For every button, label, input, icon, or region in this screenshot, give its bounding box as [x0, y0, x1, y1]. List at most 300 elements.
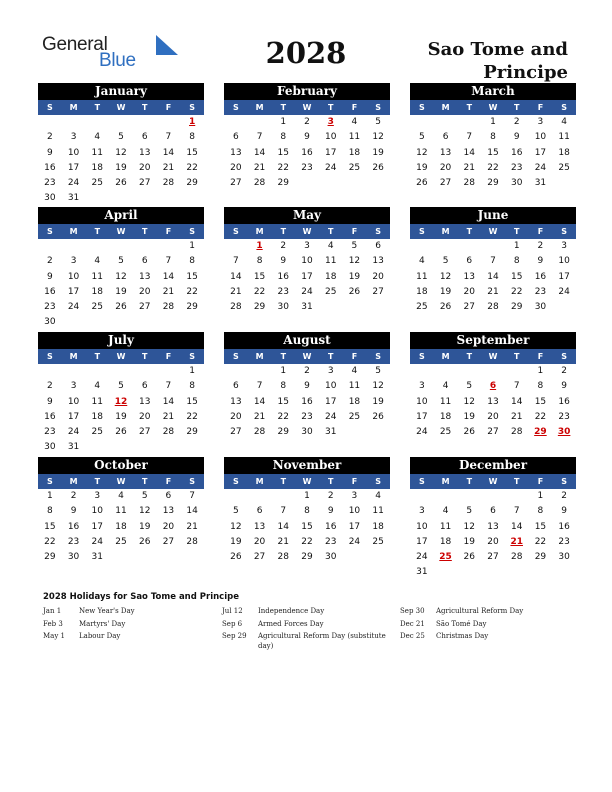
month-december — [410, 457, 576, 581]
weekday-label: T — [514, 477, 520, 486]
day-cell: 6 — [232, 381, 239, 392]
day-cell: 6 — [466, 256, 473, 267]
day-cell: 4 — [442, 381, 449, 392]
weekday-label: M — [441, 227, 450, 236]
day-cell: 9 — [304, 381, 310, 392]
day-cell: 4 — [327, 241, 334, 251]
day-cell: 19 — [372, 396, 384, 407]
day-cell: 15 — [534, 396, 547, 407]
day-cell: 25 — [439, 427, 452, 438]
holiday-row — [43, 632, 209, 642]
day-cell: 8 — [513, 256, 520, 267]
day-cell: 23 — [277, 286, 289, 297]
month-name: September — [410, 332, 576, 349]
day-cell: 29 — [44, 552, 56, 563]
day-cell: 1 — [304, 491, 310, 501]
month-name: May — [224, 207, 390, 224]
day-cell: 25 — [324, 286, 337, 297]
day-cell: 15 — [186, 271, 198, 282]
day-cell: 28 — [230, 302, 242, 313]
holiday-row — [43, 607, 209, 617]
month-name: February — [224, 83, 390, 100]
weekday-label: M — [255, 352, 264, 361]
day-cell: 28 — [277, 552, 289, 563]
weekday-label: S — [418, 477, 425, 486]
day-cell: 7 — [280, 506, 287, 517]
day-cell: 15 — [253, 271, 266, 282]
weekday-header — [224, 100, 390, 115]
day-cell: 1 — [490, 117, 496, 127]
empty-cell — [133, 364, 157, 379]
empty-cell — [505, 489, 529, 504]
day-cell: 31 — [67, 442, 80, 453]
weekday-label: S — [189, 352, 196, 361]
weekday-label: W — [488, 103, 498, 112]
holiday-date: Dec 21 — [400, 619, 425, 628]
day-cell: 9 — [70, 506, 77, 517]
country-name: Sao Tome and Principe — [427, 39, 568, 83]
day-cell: 27 — [138, 302, 151, 313]
day-cell: 5 — [118, 132, 124, 143]
weekday-label: F — [537, 352, 544, 361]
month-name: April — [38, 207, 204, 224]
day-cell: 9 — [46, 147, 53, 158]
day-cell: 24 — [67, 427, 80, 438]
day-cell: 2 — [46, 132, 53, 143]
day-cell: 29 — [487, 178, 499, 189]
day-cell: 3 — [70, 381, 77, 392]
day-cell: 10 — [301, 256, 313, 267]
weekday-label: T — [328, 103, 334, 112]
day-cell: 16 — [277, 271, 289, 282]
empty-cell — [457, 115, 481, 130]
day-cell: 20 — [230, 162, 242, 173]
holiday-date: Sep 29 — [222, 632, 247, 640]
day-cell: 18 — [416, 286, 428, 297]
day-cell: 24 — [534, 162, 547, 173]
weekday-label: M — [69, 477, 78, 486]
day-cell: 28 — [253, 178, 266, 189]
day-cell: 17 — [67, 162, 80, 173]
day-cell: 10 — [67, 396, 80, 407]
day-cell: 18 — [91, 286, 103, 297]
day-cell: 22 — [186, 411, 198, 422]
day-cell: 11 — [558, 132, 570, 143]
weekday-label: T — [466, 103, 473, 112]
day-cell: 26 — [463, 427, 475, 438]
day-cell: 29 — [510, 302, 523, 313]
day-cell: 31 — [534, 178, 547, 189]
day-cell: 25 — [558, 162, 570, 173]
month-name: June — [410, 207, 576, 224]
day-cell: 28 — [463, 178, 475, 189]
holiday-day: 25 — [439, 552, 452, 563]
day-cell: 25 — [91, 178, 103, 189]
day-cell: 13 — [230, 396, 242, 407]
day-cell: 25 — [91, 427, 103, 438]
month-name: December — [410, 457, 576, 474]
day-cell: 14 — [277, 521, 289, 532]
weekday-label: T — [280, 477, 287, 486]
day-cell: 12 — [138, 506, 151, 517]
weekday-label: T — [142, 227, 148, 236]
day-cell: 2 — [70, 491, 77, 501]
day-cell: 7 — [513, 506, 520, 517]
day-cell: 16 — [44, 286, 56, 297]
day-cell: 18 — [115, 521, 127, 532]
holidays-title: 2028 Holidays for Sao Tome and Principe — [43, 592, 239, 602]
day-cell: 7 — [165, 132, 172, 143]
weekday-header — [224, 224, 390, 239]
weekday-header — [410, 474, 576, 489]
weekday-label: W — [488, 477, 498, 486]
month-september — [410, 332, 576, 440]
holiday-column — [400, 607, 566, 645]
day-cell: 31 — [324, 427, 337, 438]
day-grid — [38, 489, 204, 565]
day-cell: 12 — [463, 396, 475, 407]
day-cell: 19 — [115, 411, 127, 422]
day-cell: 4 — [351, 366, 358, 376]
day-cell: 29 — [277, 178, 289, 189]
weekday-label: M — [69, 103, 78, 112]
day-cell: 22 — [277, 411, 289, 422]
day-cell: 24 — [301, 286, 313, 297]
day-cell: 11 — [439, 396, 452, 407]
holiday-day: 1 — [256, 241, 263, 251]
day-cell: 18 — [91, 411, 103, 422]
day-cell: 11 — [91, 396, 103, 407]
weekday-label: F — [165, 227, 172, 236]
day-cell: 26 — [463, 552, 475, 563]
month-name: November — [224, 457, 390, 474]
day-cell: 26 — [115, 178, 127, 189]
day-cell: 31 — [67, 193, 80, 204]
day-cell: 23 — [324, 536, 337, 547]
day-cell: 2 — [304, 117, 310, 127]
empty-cell — [481, 489, 505, 504]
weekday-label: T — [514, 103, 520, 112]
day-cell: 17 — [416, 536, 428, 547]
day-cell: 6 — [165, 491, 172, 501]
day-cell: 4 — [118, 491, 124, 501]
day-cell: 22 — [301, 536, 313, 547]
weekday-header — [410, 100, 576, 115]
day-cell: 6 — [490, 506, 496, 517]
day-cell: 17 — [348, 521, 361, 532]
month-april — [38, 207, 204, 331]
day-cell: 26 — [115, 427, 127, 438]
weekday-label: F — [165, 477, 172, 486]
month-june — [410, 207, 576, 315]
holiday-day: 29 — [534, 427, 547, 438]
day-cell: 5 — [351, 241, 358, 251]
day-cell: 15 — [44, 521, 56, 532]
day-cell: 27 — [463, 302, 475, 313]
day-cell: 11 — [372, 506, 384, 517]
day-cell: 2 — [537, 241, 544, 251]
day-grid — [38, 115, 204, 207]
day-cell: 26 — [230, 552, 242, 563]
day-cell: 5 — [118, 381, 124, 392]
holiday-day: 21 — [510, 536, 523, 547]
day-cell: 27 — [372, 286, 384, 297]
day-cell: 3 — [561, 241, 567, 251]
day-cell: 2 — [46, 256, 53, 267]
day-cell: 6 — [256, 506, 263, 517]
empty-cell — [133, 239, 157, 254]
day-cell: 5 — [141, 491, 148, 501]
holiday-date: Dec 25 — [400, 632, 425, 640]
day-cell: 15 — [487, 147, 499, 158]
empty-cell — [85, 239, 109, 254]
weekday-label: M — [255, 477, 264, 486]
weekday-label: M — [69, 352, 78, 361]
day-cell: 20 — [230, 411, 242, 422]
day-cell: 30 — [510, 178, 523, 189]
weekday-label: F — [165, 103, 172, 112]
day-cell: 17 — [324, 147, 337, 158]
day-cell: 30 — [301, 427, 313, 438]
day-cell: 12 — [463, 521, 475, 532]
day-cell: 23 — [44, 302, 56, 313]
day-cell: 17 — [301, 271, 313, 282]
day-cell: 15 — [186, 396, 198, 407]
weekday-label: S — [418, 227, 425, 236]
day-cell: 19 — [230, 536, 242, 547]
day-cell: 3 — [94, 491, 101, 501]
day-cell: 8 — [490, 132, 496, 143]
day-cell: 21 — [162, 162, 175, 173]
weekday-label: S — [561, 352, 568, 361]
weekday-label: T — [94, 477, 101, 486]
day-cell: 26 — [372, 162, 384, 173]
weekday-label: T — [280, 352, 287, 361]
day-cell: 19 — [115, 162, 127, 173]
weekday-label: T — [328, 227, 334, 236]
day-cell: 27 — [230, 427, 242, 438]
holiday-name: São Tomé Day — [436, 619, 487, 628]
day-cell: 19 — [463, 411, 475, 422]
day-cell: 17 — [91, 521, 103, 532]
day-cell: 25 — [348, 411, 361, 422]
empty-cell — [505, 364, 529, 379]
weekday-label: S — [375, 227, 382, 236]
day-cell: 5 — [118, 256, 124, 267]
month-february — [224, 83, 390, 191]
day-cell: 3 — [351, 491, 358, 501]
day-grid — [224, 489, 390, 565]
day-cell: 1 — [280, 366, 287, 376]
day-cell: 15 — [301, 521, 313, 532]
day-cell: 3 — [418, 381, 425, 392]
weekday-label: F — [537, 477, 544, 486]
day-cell: 11 — [324, 256, 337, 267]
day-cell: 15 — [186, 147, 198, 158]
weekday-label: S — [232, 477, 239, 486]
weekday-label: S — [189, 477, 196, 486]
day-cell: 19 — [115, 286, 127, 297]
weekday-header — [410, 349, 576, 364]
day-cell: 31 — [91, 552, 103, 563]
day-cell: 3 — [537, 117, 544, 127]
month-name: July — [38, 332, 204, 349]
empty-cell — [410, 115, 434, 130]
weekday-label: T — [328, 477, 334, 486]
day-cell: 10 — [324, 132, 337, 143]
day-cell: 11 — [416, 271, 428, 282]
weekday-label: S — [375, 477, 382, 486]
weekday-label: T — [94, 352, 101, 361]
day-cell: 23 — [301, 411, 313, 422]
day-cell: 24 — [416, 552, 428, 563]
day-grid — [224, 115, 390, 191]
day-cell: 8 — [537, 381, 544, 392]
day-cell: 20 — [439, 162, 452, 173]
logo-text-blue: Blue — [99, 50, 136, 71]
holiday-name: Martyrs' Day — [79, 619, 126, 628]
weekday-label: S — [46, 227, 53, 236]
logo-text-general: General — [42, 34, 108, 55]
weekday-label: W — [116, 352, 126, 361]
day-cell: 13 — [138, 271, 151, 282]
day-cell: 29 — [186, 427, 198, 438]
holiday-name: Agricultural Reform Day — [436, 607, 524, 615]
day-cell: 29 — [186, 178, 198, 189]
day-cell: 22 — [534, 411, 547, 422]
day-cell: 3 — [327, 366, 334, 376]
day-cell: 22 — [534, 536, 547, 547]
day-cell: 19 — [463, 536, 475, 547]
day-cell: 18 — [439, 411, 452, 422]
day-cell: 23 — [558, 411, 570, 422]
day-cell: 14 — [162, 396, 175, 407]
day-cell: 22 — [487, 162, 499, 173]
day-cell: 7 — [232, 256, 239, 267]
empty-cell — [157, 115, 181, 130]
weekday-label: S — [46, 352, 53, 361]
day-cell: 5 — [466, 506, 473, 517]
empty-cell — [248, 364, 272, 379]
day-cell: 21 — [162, 286, 175, 297]
day-cell: 4 — [94, 256, 101, 267]
day-grid — [38, 364, 204, 456]
day-grid — [410, 364, 576, 440]
day-cell: 28 — [186, 536, 198, 547]
day-cell: 12 — [115, 271, 127, 282]
month-name: August — [224, 332, 390, 349]
day-cell: 11 — [115, 506, 127, 517]
day-cell: 13 — [253, 521, 266, 532]
empty-cell — [434, 239, 458, 254]
day-cell: 16 — [67, 521, 80, 532]
day-cell: 14 — [510, 521, 523, 532]
day-cell: 8 — [304, 506, 310, 517]
day-cell: 3 — [70, 256, 77, 267]
day-cell: 12 — [439, 271, 452, 282]
day-cell: 3 — [304, 241, 310, 251]
day-cell: 19 — [439, 286, 452, 297]
empty-cell — [457, 364, 481, 379]
day-cell: 20 — [162, 521, 175, 532]
empty-cell — [410, 489, 434, 504]
day-cell: 13 — [439, 147, 452, 158]
calendar-year: 2028 — [265, 36, 347, 70]
day-cell: 10 — [558, 256, 570, 267]
holiday-day: 3 — [327, 117, 334, 127]
holiday-row — [400, 632, 566, 642]
weekday-label: W — [302, 103, 312, 112]
day-cell: 10 — [91, 506, 103, 517]
day-grid — [38, 239, 204, 331]
holiday-name: Christmas Day — [436, 632, 489, 640]
day-cell: 8 — [189, 256, 195, 267]
weekday-label: W — [116, 103, 126, 112]
day-cell: 1 — [513, 241, 520, 251]
holiday-date: Jul 12 — [222, 607, 243, 615]
day-cell: 16 — [44, 411, 56, 422]
weekday-label: W — [302, 227, 312, 236]
day-grid — [410, 239, 576, 315]
weekday-label: F — [351, 352, 358, 361]
day-cell: 9 — [561, 381, 567, 392]
day-cell: 14 — [487, 271, 499, 282]
weekday-label: S — [561, 103, 568, 112]
day-cell: 24 — [324, 162, 337, 173]
empty-cell — [85, 364, 109, 379]
day-cell: 4 — [418, 256, 425, 267]
day-cell: 5 — [375, 117, 381, 127]
day-cell: 30 — [67, 552, 80, 563]
holiday-date: Sep 30 — [400, 607, 425, 615]
empty-cell — [224, 489, 248, 504]
day-cell: 7 — [256, 381, 263, 392]
day-cell: 10 — [534, 132, 547, 143]
day-cell: 16 — [301, 147, 313, 158]
day-cell: 12 — [348, 256, 361, 267]
empty-cell — [133, 115, 157, 130]
day-cell: 22 — [510, 286, 523, 297]
day-cell: 15 — [277, 147, 289, 158]
empty-cell — [109, 364, 133, 379]
day-cell: 28 — [253, 427, 266, 438]
weekday-label: S — [189, 103, 196, 112]
day-cell: 26 — [348, 286, 361, 297]
day-cell: 10 — [416, 396, 428, 407]
day-cell: 27 — [138, 427, 151, 438]
weekday-label: S — [232, 227, 239, 236]
day-cell: 19 — [348, 271, 361, 282]
empty-cell — [248, 489, 272, 504]
day-cell: 10 — [67, 147, 80, 158]
empty-cell — [62, 239, 86, 254]
empty-cell — [224, 239, 248, 254]
day-cell: 26 — [138, 536, 151, 547]
day-cell: 25 — [416, 302, 428, 313]
day-cell: 11 — [439, 521, 452, 532]
month-july — [38, 332, 204, 456]
day-cell: 23 — [534, 286, 547, 297]
empty-cell — [410, 239, 434, 254]
day-cell: 18 — [91, 162, 103, 173]
day-cell: 2 — [561, 366, 567, 376]
day-cell: 17 — [534, 147, 547, 158]
day-cell: 7 — [189, 491, 195, 501]
weekday-header — [38, 349, 204, 364]
weekday-label: F — [351, 227, 358, 236]
day-cell: 31 — [416, 567, 428, 578]
weekday-header — [38, 224, 204, 239]
